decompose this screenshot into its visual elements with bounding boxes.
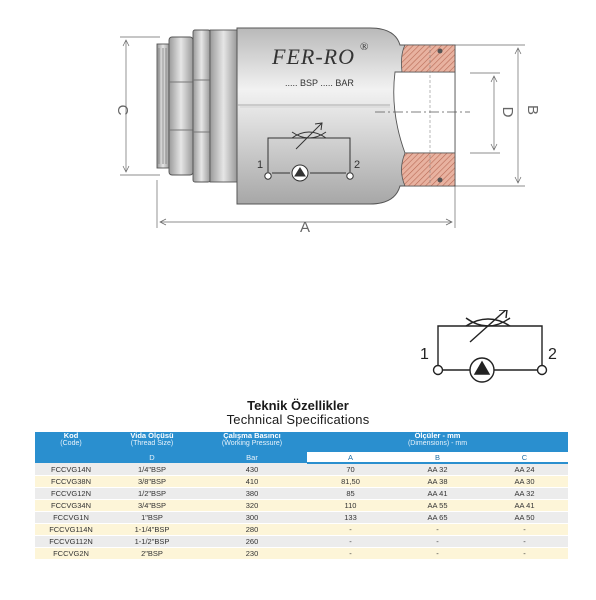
brand-mark: ® — [360, 41, 369, 53]
cell-b: AA 55 — [394, 500, 481, 512]
header-code-main: Kod — [63, 431, 79, 440]
header-pressure-main: Çalışma Basıncı — [223, 431, 281, 440]
cell-thread: 1/4"BSP — [107, 463, 197, 476]
header-dim-b: B — [394, 452, 481, 463]
cell-b: - — [394, 524, 481, 536]
table-row — [35, 512, 568, 524]
cell-code: FCCVG112N — [35, 536, 107, 548]
cell-code: FCCVG1N — [35, 512, 107, 524]
cell-thread: 3/4"BSP — [107, 500, 197, 512]
header-pressure — [197, 432, 307, 452]
cell-a: - — [307, 524, 394, 536]
cell-b: AA 65 — [394, 512, 481, 524]
header-thread-unit: D — [107, 452, 197, 463]
header-dim-c: C — [481, 452, 568, 463]
header-pressure-unit: Bar — [197, 452, 307, 463]
table-row — [35, 488, 568, 500]
cell-c: AA 41 — [481, 500, 568, 512]
cell-pressure: 230 — [197, 548, 307, 560]
cell-thread: 1-1/2"BSP — [107, 536, 197, 548]
cell-a: 110 — [307, 500, 394, 512]
section-title — [0, 398, 596, 427]
dim-label-d: D — [499, 106, 516, 118]
table-row — [35, 524, 568, 536]
cell-c: - — [481, 524, 568, 536]
header-thread-main: Vida Ölçüsü — [130, 431, 174, 440]
cell-pressure: 320 — [197, 500, 307, 512]
symbol-port-1: 1 — [420, 346, 429, 363]
cell-thread: 1"BSP — [107, 512, 197, 524]
cell-a: - — [307, 548, 394, 560]
spec-table — [35, 432, 568, 560]
dim-label-a: A — [299, 219, 311, 236]
dim-label-c: C — [114, 104, 131, 116]
header-thread — [107, 432, 197, 452]
cell-a: 133 — [307, 512, 394, 524]
cell-thread: 1/2"BSP — [107, 488, 197, 500]
header-dims-sub: (Dimensions) - mm — [407, 440, 468, 447]
cell-c: AA 30 — [481, 476, 568, 488]
brand-logo: FER-RO — [272, 44, 355, 69]
header-dim-a: A — [307, 452, 394, 463]
table-row — [35, 463, 568, 476]
dim-label-b: B — [524, 104, 541, 116]
cell-c: AA 50 — [481, 512, 568, 524]
cell-thread: 3/8"BSP — [107, 476, 197, 488]
cell-pressure: 380 — [197, 488, 307, 500]
cell-thread: 1-1/4"BSP — [107, 524, 197, 536]
bsp-bar-text: ..... BSP ..... BAR — [285, 78, 354, 88]
cell-b: - — [394, 548, 481, 560]
cell-b: AA 41 — [394, 488, 481, 500]
cell-code: FCCVG38N — [35, 476, 107, 488]
header-thread-sub: (Thread Size) — [130, 440, 174, 447]
cell-code: FCCVG12N — [35, 488, 107, 500]
cell-pressure: 260 — [197, 536, 307, 548]
cell-c: - — [481, 536, 568, 548]
cell-a: 85 — [307, 488, 394, 500]
cell-b: - — [394, 536, 481, 548]
cell-code: FCCVG2N — [35, 548, 107, 560]
table-row — [35, 548, 568, 560]
cell-pressure: 300 — [197, 512, 307, 524]
symbol-port-2: 2 — [548, 346, 557, 363]
table-row — [35, 536, 568, 548]
cell-c: AA 24 — [481, 463, 568, 476]
engraved-port-1: 1 — [257, 159, 264, 171]
title-english: Technical Specifications — [226, 412, 370, 427]
cell-b: AA 38 — [394, 476, 481, 488]
cell-code: FCCVG34N — [35, 500, 107, 512]
title-turkish: Teknik Özellikler — [247, 398, 349, 413]
cell-code: FCCVG114N — [35, 524, 107, 536]
header-pressure-sub: (Working Pressure) — [221, 440, 283, 447]
cell-pressure: 410 — [197, 476, 307, 488]
header-code-sub: (Code) — [60, 440, 82, 447]
header-dims-main: Ölçüler - mm — [414, 431, 461, 440]
header-code — [35, 432, 107, 463]
table-row — [35, 476, 568, 488]
hydraulic-symbol — [410, 310, 570, 390]
cell-c: AA 32 — [481, 488, 568, 500]
cell-a: 70 — [307, 463, 394, 476]
cell-thread: 2"BSP — [107, 548, 197, 560]
table-row — [35, 500, 568, 512]
cell-pressure: 430 — [197, 463, 307, 476]
cell-code: FCCVG14N — [35, 463, 107, 476]
cell-b: AA 32 — [394, 463, 481, 476]
hex-nut — [157, 30, 237, 182]
header-dimensions — [307, 432, 568, 452]
cell-a: - — [307, 536, 394, 548]
cell-a: 81,50 — [307, 476, 394, 488]
engraved-port-2: 2 — [354, 159, 361, 171]
cell-c: - — [481, 548, 568, 560]
cell-pressure: 280 — [197, 524, 307, 536]
